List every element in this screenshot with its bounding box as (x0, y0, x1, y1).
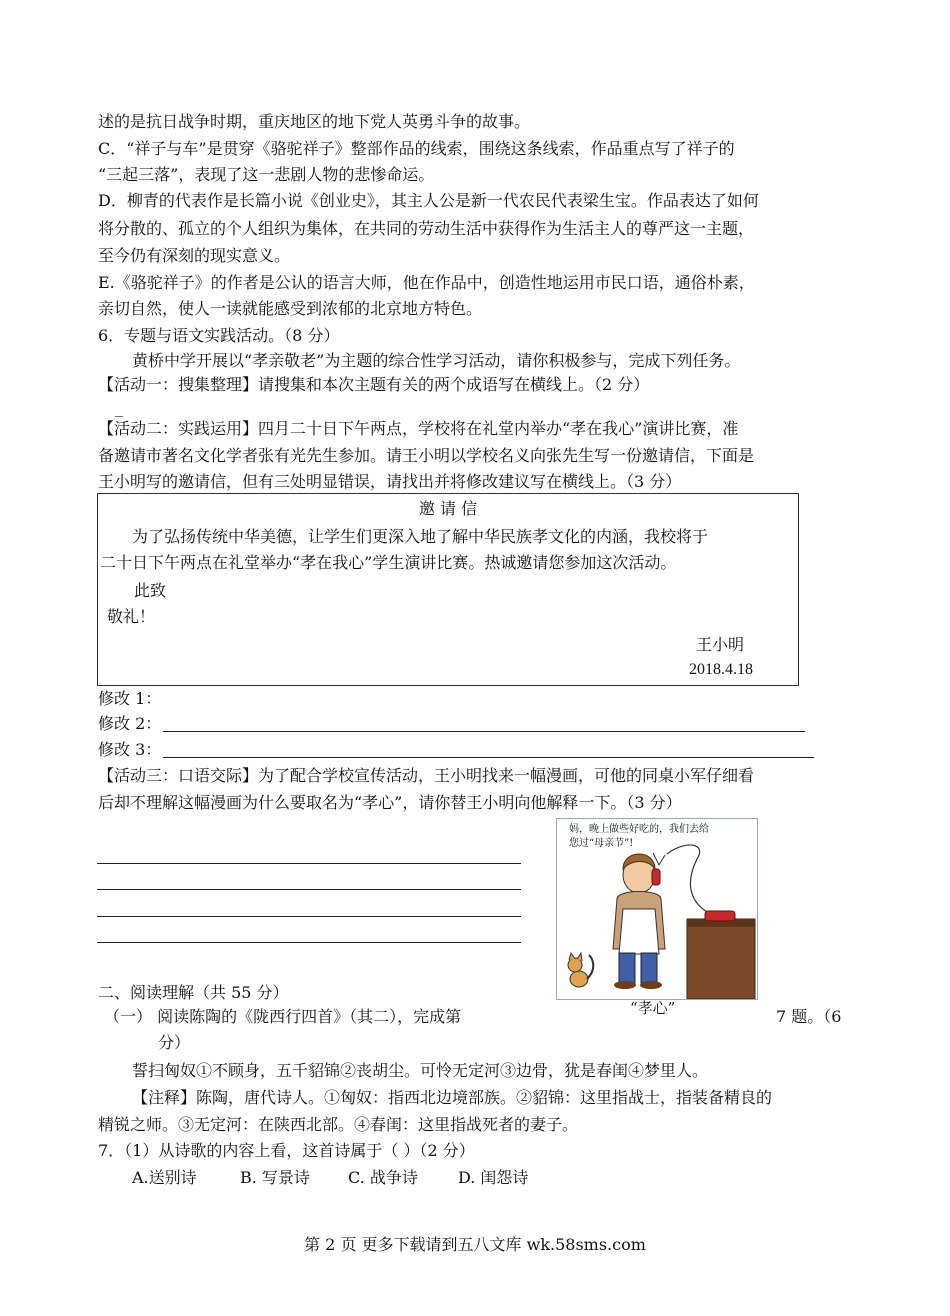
poem-notes: 【注释】陈陶，唐代诗人。①匈奴：指西北边境部族。②貂锦：这里指战士，指装备精良的 (132, 1088, 773, 1107)
option-c: C．“祥子与车”是贯穿《骆驼祥子》整部作品的线索，围绕这条线索，作品重点写了祥子的 (98, 139, 735, 158)
text-line: 王小明写的邀请信，但有三处明显错误，请找出并将修改建议写在横线上。（3 分） (98, 472, 682, 491)
reading-part-1: （一） 阅读陈陶的《陇西行四首》（其二），完成第 (104, 1007, 462, 1026)
option-c-choice: C. 战争诗 (348, 1168, 418, 1187)
activity-2: 【活动二：实践运用】四月二十日下午两点，学校将在礼堂内举办“孝在我心”演讲比赛，准 (98, 419, 739, 438)
text-line: 后却不理解这幅漫画为什么要取名为“孝心”，请你替王小明向他解释一下。（3 分） (98, 793, 682, 812)
letter-signer: 王小明 (696, 635, 745, 654)
speech-bubble-line: 您过“母亲节”! (569, 838, 634, 849)
letter-closing: 此致 (134, 581, 167, 600)
option-e: E.《骆驼祥子》的作者是公认的语言大师，他在作品中，创造性地运用市民口语，通俗朴素， (98, 273, 755, 292)
text-line: “三起三落”，表现了这一悲剧人物的悲惨命运。 (98, 165, 435, 184)
letter-body: 为了弘扬传统中华美德，让学生们更深入地了解中华民族孝文化的内涵，我校将于 (132, 527, 709, 546)
answer-line[interactable] (97, 863, 521, 864)
cartoon-caption: “孝心” (630, 999, 676, 1017)
option-d-choice: D. 闺怨诗 (458, 1168, 529, 1187)
cartoon-drawing (557, 819, 757, 999)
option-d: D．柳青的代表作是长篇小说《创业史》，其主人公是新一代农民代表梁生宝。作品表达了如何 (98, 191, 759, 210)
reading-part-1-points: 分） (158, 1033, 191, 1052)
section-2-title: 二、阅读理解（共 55 分） (98, 983, 289, 1002)
letter-body: 二十日下午两点在礼堂举办“孝在我心”学生演讲比赛。热诚邀请您参加这次活动。 (100, 553, 677, 572)
letter-closing: 敬礼！ (107, 607, 156, 626)
activity-1: 【活动一：搜集整理】请搜集和本次主题有关的两个成语写在横线上。（2 分） (98, 375, 650, 394)
answer-line[interactable] (163, 757, 814, 758)
option-a: A.送别诗 (132, 1168, 197, 1187)
question-7: 7．（1）从诗歌的内容上看，这首诗属于（ ）（2 分） (98, 1141, 475, 1160)
answer-line[interactable] (97, 889, 521, 890)
text-line: 至今仍有深刻的现实意义。 (98, 246, 291, 265)
letter-title: 邀 请 信 (418, 499, 478, 518)
letter-date: 2018.4.18 (689, 661, 753, 678)
revision-2-label: 修改 2： (98, 714, 162, 733)
text-line: 精锐之师。③无定河：在陕西北部。④春闺：这里指战死者的妻子。 (98, 1115, 579, 1134)
xiaoxin-cartoon (556, 818, 758, 1000)
answer-line[interactable] (97, 916, 521, 917)
answer-line[interactable] (97, 942, 521, 943)
answer-line[interactable] (163, 731, 805, 732)
revision-3-label: 修改 3： (98, 740, 162, 759)
revision-1-label: 修改 1： (98, 689, 162, 708)
text-line: 述的是抗日战争时期，重庆地区的地下党人英勇斗争的故事。 (98, 112, 531, 131)
text-line: 亲切自然，使人一读就能感受到浓郁的北京地方特色。 (98, 299, 483, 318)
invitation-letter (97, 493, 799, 686)
poem-text: 誓扫匈奴①不顾身，五千貂锦②丧胡尘。可怜无定河③边骨，犹是春闺④梦里人。 (132, 1061, 709, 1080)
option-b: B. 写景诗 (240, 1168, 310, 1187)
text-line: 将分散的、孤立的个人组织为集体，在共同的劳动生活中获得作为生活主人的尊严这一主题， (98, 219, 755, 238)
text-line: 备邀请市著名文化学者张有光先生参加。请王小明以学校名义向张先生写一份邀请信，下面是 (98, 446, 755, 465)
question-6-intro: 黄桥中学开展以“孝亲敬老”为主题的综合性学习活动，请你积极参与，完成下列任务。 (132, 351, 741, 370)
activity-1-blank: _ (115, 398, 123, 417)
page-footer: 第 2 页 更多下载请到五八文库 wk.58sms.com (304, 1235, 646, 1254)
question-6: 6．专题与语文实践活动。（8 分） (98, 326, 340, 345)
activity-3: 【活动三：口语交际】为了配合学校宣传活动，王小明找来一幅漫画，可他的同桌小军仔细看 (98, 766, 755, 785)
speech-bubble-line: 妈，晚上做些好吃的，我们去给 (569, 824, 709, 835)
reading-part-1-cont: 7 题。（6 (776, 1007, 842, 1026)
